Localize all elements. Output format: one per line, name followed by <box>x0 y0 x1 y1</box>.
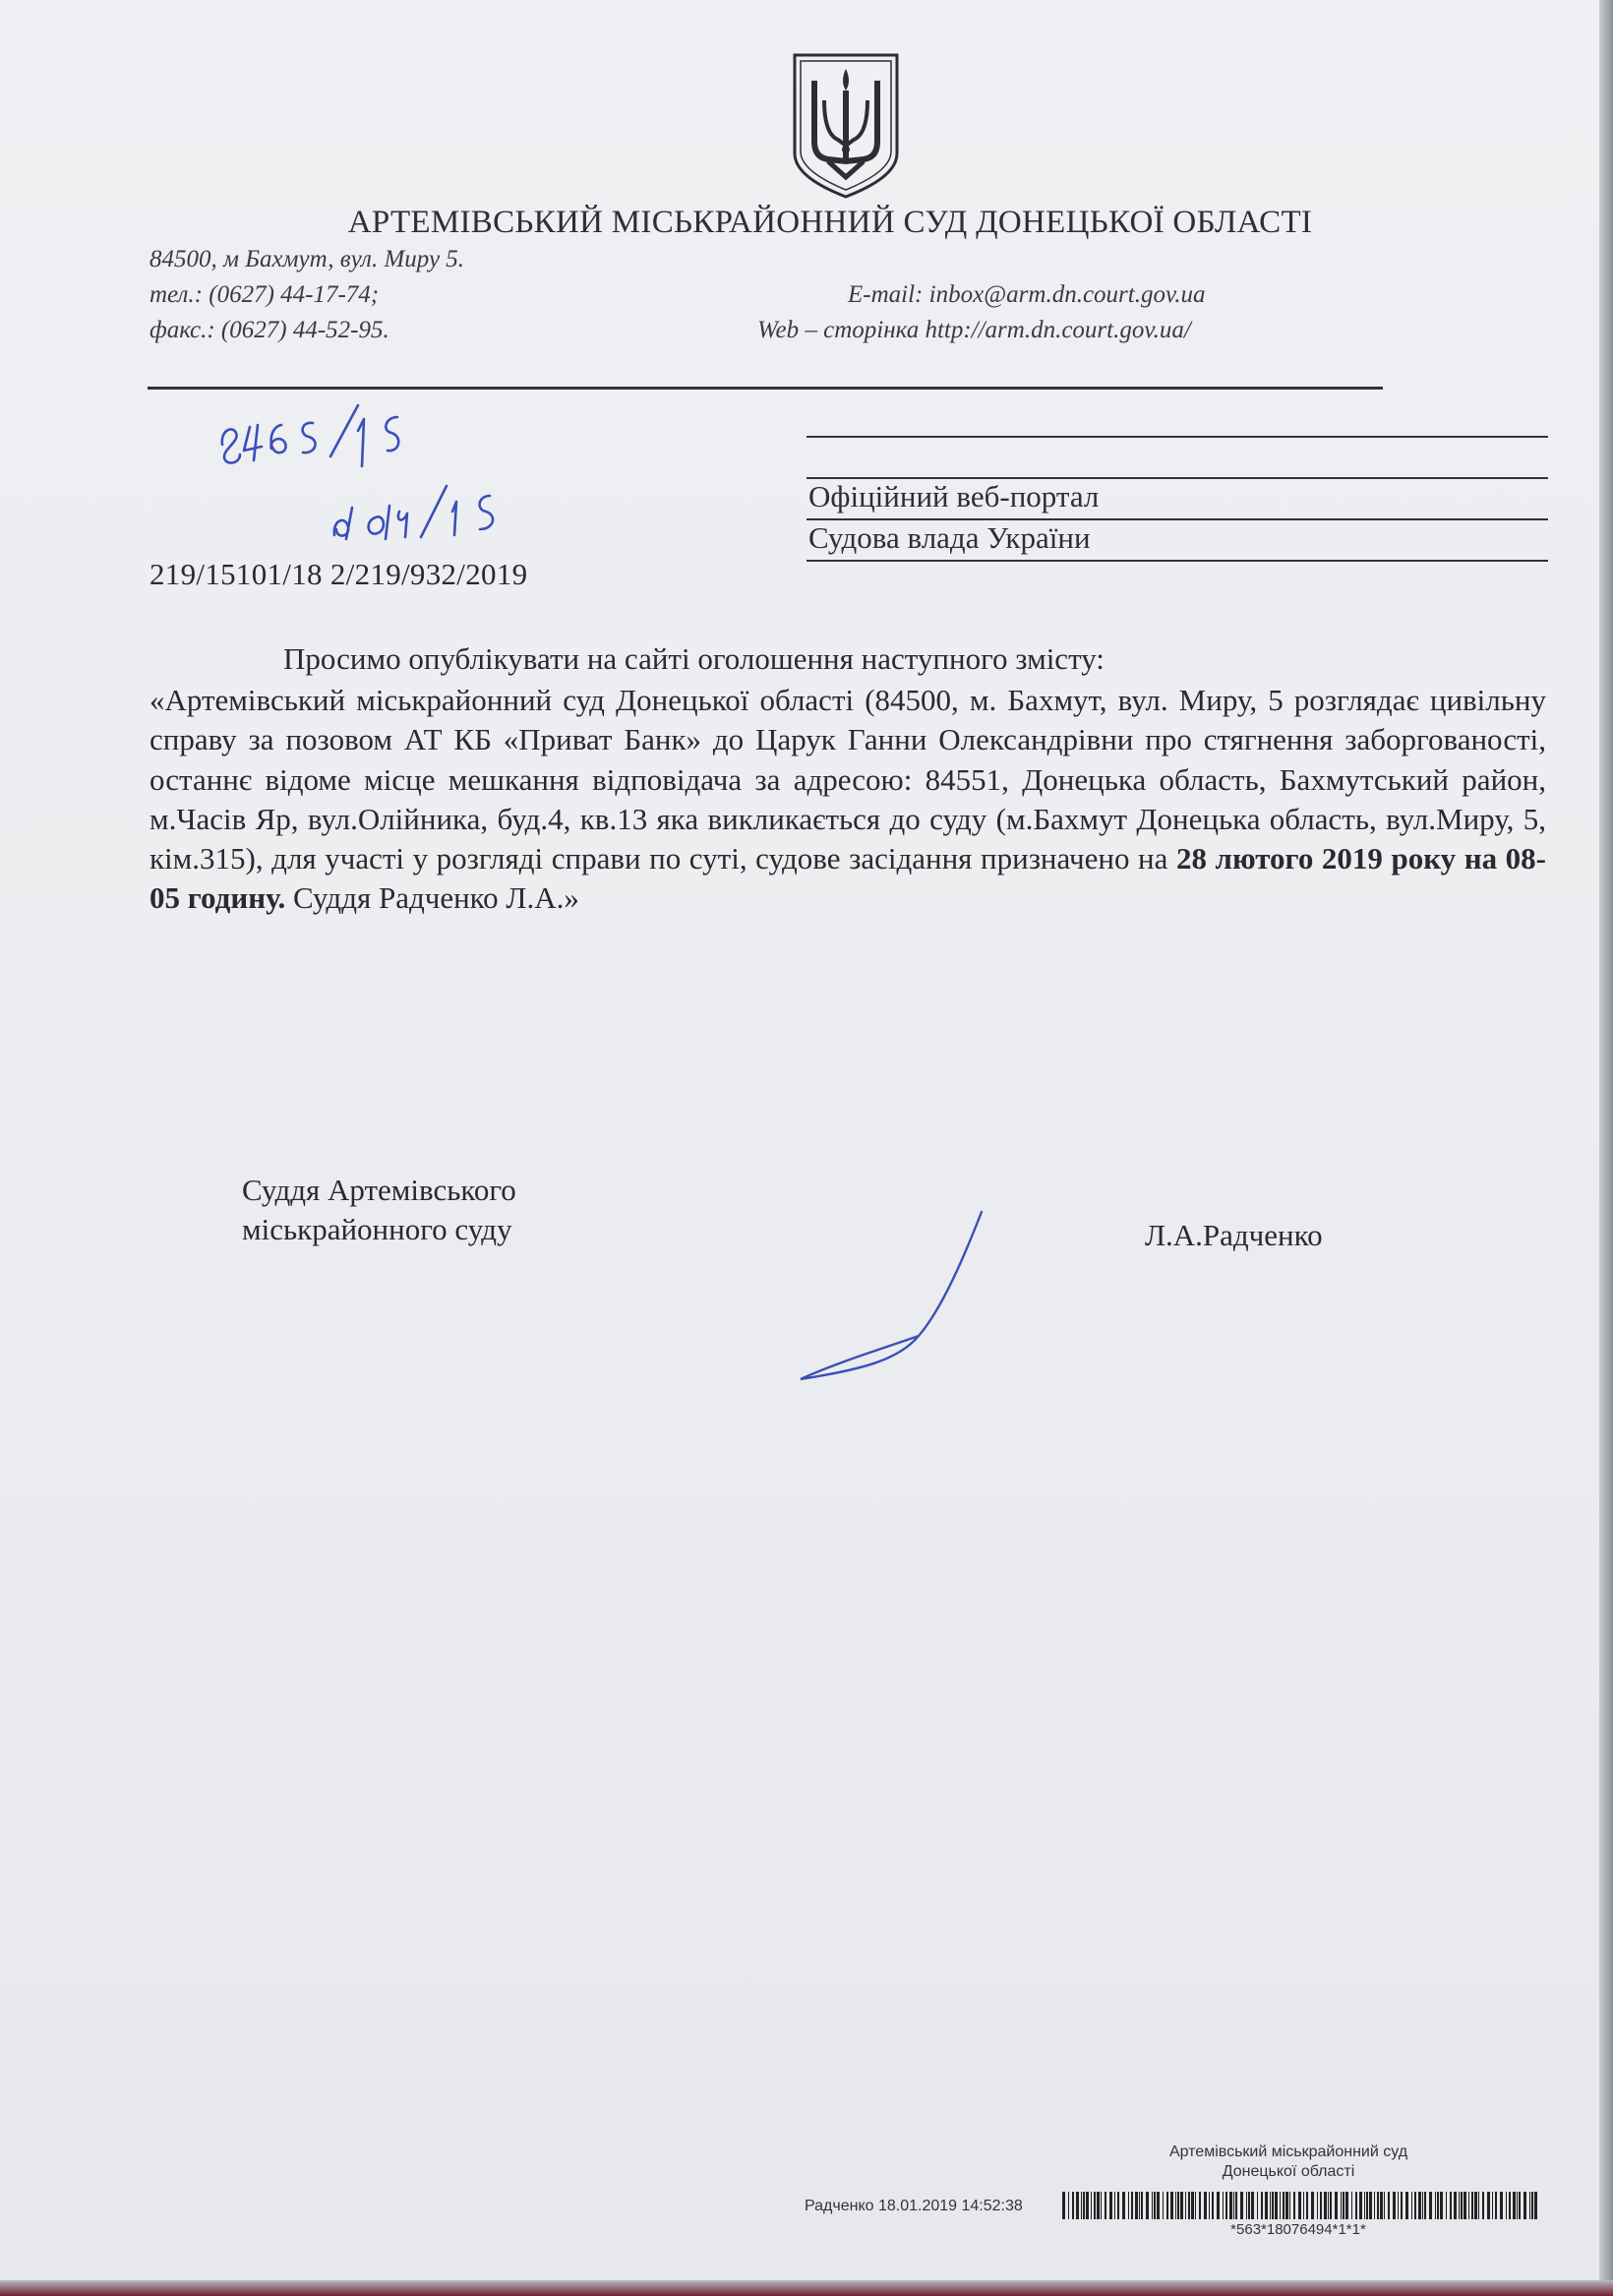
barcode-bar <box>1195 2192 1196 2219</box>
barcode-bar <box>1393 2192 1396 2219</box>
stamp-user-timestamp: Радченко 18.01.2019 14:52:38 <box>805 2198 1023 2214</box>
barcode-bar <box>1229 2192 1232 2219</box>
barcode-bar <box>1364 2192 1365 2219</box>
handwritten-registration-note <box>210 392 584 549</box>
barcode-bar <box>1117 2192 1119 2219</box>
barcode-bar <box>1311 2192 1314 2219</box>
barcode-bar <box>1240 2192 1243 2219</box>
barcode-bar <box>1461 2192 1463 2219</box>
barcode-bar <box>1517 2192 1518 2219</box>
barcode-bar <box>1154 2192 1156 2219</box>
handwritten-signature <box>795 1206 991 1383</box>
barcode-bar <box>1180 2192 1183 2219</box>
recipient-line-1: Офіційний веб-портал <box>808 479 1100 514</box>
barcode-bar <box>1388 2192 1390 2219</box>
barcode-bar <box>1418 2192 1421 2219</box>
barcode-bar <box>1275 2192 1278 2219</box>
announcement-text-part: Суддя Радченко Л.А.» <box>285 880 579 916</box>
barcode-bar <box>1272 2192 1274 2219</box>
barcode-bar <box>1343 2192 1344 2219</box>
request-sentence: Просимо опублікувати на сайті оголошення наступного змісту: <box>283 641 1105 676</box>
barcode-bar <box>1185 2192 1186 2219</box>
barcode-bar <box>1225 2192 1227 2219</box>
barcode-bar <box>1414 2192 1416 2219</box>
barcode-bar <box>1204 2192 1207 2219</box>
barcode-bar <box>1270 2192 1271 2219</box>
barcode-bar <box>1212 2192 1214 2219</box>
barcode-bar <box>1411 2192 1412 2219</box>
signatory-title-line-1: Суддя Артемівського <box>242 1173 516 1207</box>
court-email: E-mail: inbox@arm.dn.court.gov.ua <box>848 281 1206 308</box>
barcode-bar <box>1471 2192 1473 2219</box>
barcode-bar <box>1094 2192 1096 2219</box>
barcode-bar <box>1523 2192 1526 2219</box>
barcode-bar <box>1374 2192 1375 2219</box>
barcode-bar <box>1283 2192 1284 2219</box>
barcode-bar <box>1083 2192 1085 2219</box>
recipient-line <box>806 560 1548 562</box>
barcode-bar <box>1492 2192 1493 2219</box>
barcode-bar <box>1135 2192 1138 2219</box>
barcode-bar <box>1513 2192 1516 2219</box>
barcode-bar <box>1355 2192 1357 2219</box>
barcode-bar <box>1122 2192 1125 2219</box>
barcode-bar <box>1246 2192 1247 2219</box>
barcode-bar <box>1139 2192 1140 2219</box>
barcode-bar <box>1478 2192 1479 2219</box>
barcode-bar <box>1086 2192 1089 2219</box>
header-divider <box>148 387 1383 390</box>
barcode-bar <box>1454 2192 1457 2219</box>
barcode-bar <box>1068 2192 1069 2219</box>
barcode-bar <box>1384 2192 1385 2219</box>
barcode-bar <box>1076 2192 1079 2219</box>
barcode-bar <box>1495 2192 1497 2219</box>
barcode-bar <box>1109 2192 1112 2219</box>
barcode-bar <box>1261 2192 1263 2219</box>
stamp-org-line-1: Артемівський міськрайонний суд <box>1168 2144 1408 2160</box>
barcode-bar <box>1405 2192 1408 2219</box>
barcode-bar <box>1474 2192 1477 2219</box>
court-fax: факс.: (0627) 44-52-95. <box>149 317 389 343</box>
barcode-bar <box>1114 2192 1115 2219</box>
barcode-bar <box>1097 2192 1100 2219</box>
barcode-bar <box>1424 2192 1426 2219</box>
barcode-bar <box>1289 2192 1290 2219</box>
barcode-bar <box>1450 2192 1452 2219</box>
barcode-bar <box>1105 2192 1106 2219</box>
barcode-bar <box>1531 2192 1533 2219</box>
barcode-bar <box>1422 2192 1423 2219</box>
signatory-title-line-2: міськрайонного суду <box>242 1212 512 1246</box>
barcode-number: *563*18076494*1*1* <box>1230 2221 1366 2238</box>
stamp-org-line-2: Донецької області <box>1222 2163 1355 2180</box>
scan-edge-right <box>1599 0 1613 2296</box>
barcode-bar <box>1209 2192 1210 2219</box>
barcode-bar <box>1157 2192 1160 2219</box>
barcode-bar <box>1170 2192 1173 2219</box>
barcode-bar <box>1330 2192 1332 2219</box>
barcode-bar <box>1188 2192 1190 2219</box>
recipient-line-2: Судова влада України <box>808 520 1091 555</box>
announcement-text <box>149 681 1546 919</box>
barcode-bar <box>1437 2192 1439 2219</box>
barcode-bar <box>1303 2192 1304 2219</box>
barcode-bar <box>1435 2192 1436 2219</box>
barcode-bar <box>1468 2192 1469 2219</box>
barcode-bar <box>1101 2192 1102 2219</box>
recipient-line <box>806 436 1548 438</box>
barcode-bar <box>1146 2192 1149 2219</box>
court-phone: тел.: (0627) 44-17-74; <box>149 281 380 308</box>
scan-edge-bottom <box>0 2280 1613 2296</box>
hearing-date: 28 лютого 2019 року на 08-05 годину. <box>149 841 1546 916</box>
barcode-bar <box>1500 2192 1503 2219</box>
barcode <box>1062 2192 1540 2219</box>
barcode-bar <box>1128 2192 1129 2219</box>
barcode-bar <box>1506 2192 1507 2219</box>
case-reference-numbers: 219/15101/18 2/219/932/2019 <box>149 557 528 591</box>
barcode-bar <box>1351 2192 1352 2219</box>
barcode-bar <box>1398 2192 1399 2219</box>
barcode-bar <box>1401 2192 1403 2219</box>
barcode-bar <box>1482 2192 1484 2219</box>
barcode-bar <box>1175 2192 1176 2219</box>
barcode-bar <box>1464 2192 1466 2219</box>
barcode-bar <box>1217 2192 1220 2219</box>
barcode-bar <box>1163 2192 1164 2219</box>
barcode-bar <box>1141 2192 1143 2219</box>
barcode-bar <box>1257 2192 1258 2219</box>
barcode-bar <box>1377 2192 1379 2219</box>
coat-of-arms-icon <box>789 51 903 201</box>
barcode-bar <box>1317 2192 1318 2219</box>
barcode-bar <box>1091 2192 1092 2219</box>
barcode-bar <box>1298 2192 1301 2219</box>
barcode-bar <box>1081 2192 1082 2219</box>
barcode-bar <box>1380 2192 1383 2219</box>
barcode-bar <box>1320 2192 1322 2219</box>
barcode-bar <box>1487 2192 1490 2219</box>
barcode-bar <box>1131 2192 1133 2219</box>
barcode-bar <box>1519 2192 1521 2219</box>
barcode-bar <box>1191 2192 1194 2219</box>
court-name: АРТЕМІВСЬКИЙ МІСЬКРАЙОННИЙ СУД ДОНЕЦЬКОЇ ОБЛАСТІ <box>347 205 1313 240</box>
barcode-bar <box>1285 2192 1288 2219</box>
announcement-text-part: «Артемівський міськрайонний суд Донецької області (84500, м. Бахмут, вул. Миру, 5 розглядає цивільну справу за позовом АТ КБ «Приват Банк» до Царук Ганни Олександрівни про стягнення заборгованості, останнє відоме місце мешкання відповідача за адресою: 84551, Донецька область, Бахмутський район, м.Часів Яр, вул.Олійника, буд.4, кв.13 яка викликається до суду (м.Бахмут Донецька область, вул.Миру, 5, кім.315), для участі у розгляді справи по суті, судове засідання призначено на <box>149 683 1546 876</box>
barcode-bar <box>1235 2192 1237 2219</box>
signatory-name: Л.А.Радченко <box>1145 1218 1323 1252</box>
barcode-bar <box>1177 2192 1179 2219</box>
signatory-title <box>242 1171 516 1249</box>
barcode-bar <box>1328 2192 1329 2219</box>
barcode-bar <box>1440 2192 1443 2219</box>
barcode-bar <box>1345 2192 1348 2219</box>
barcode-bar <box>1166 2192 1168 2219</box>
stamp-organization <box>1131 2143 1446 2182</box>
barcode-bar <box>1072 2192 1074 2219</box>
barcode-bar <box>1306 2192 1308 2219</box>
barcode-bar <box>1446 2192 1447 2219</box>
barcode-bar <box>1335 2192 1338 2219</box>
barcode-bar <box>1265 2192 1268 2219</box>
barcode-bar <box>1509 2192 1511 2219</box>
barcode-bar <box>1062 2192 1065 2219</box>
barcode-bar <box>1359 2192 1362 2219</box>
barcode-bar <box>1459 2192 1460 2219</box>
barcode-bar <box>1233 2192 1234 2219</box>
barcode-bar <box>1529 2192 1530 2219</box>
barcode-bar <box>1369 2192 1372 2219</box>
court-address: 84500, м Бахмут, вул. Миру 5. <box>149 246 465 272</box>
barcode-bar <box>1152 2192 1153 2219</box>
barcode-bar <box>1366 2192 1368 2219</box>
barcode-bar <box>1199 2192 1201 2219</box>
barcode-bar <box>1429 2192 1432 2219</box>
barcode-bar <box>1324 2192 1327 2219</box>
barcode-bar <box>1251 2192 1254 2219</box>
barcode-bar <box>1280 2192 1281 2219</box>
barcode-bar <box>1248 2192 1250 2219</box>
barcode-bar <box>1534 2192 1537 2219</box>
barcode-bar <box>1293 2192 1295 2219</box>
barcode-bar <box>1341 2192 1342 2219</box>
barcode-bar <box>1223 2192 1224 2219</box>
court-website: Web – сторінка http://arm.dn.court.gov.ua/ <box>757 317 1191 343</box>
